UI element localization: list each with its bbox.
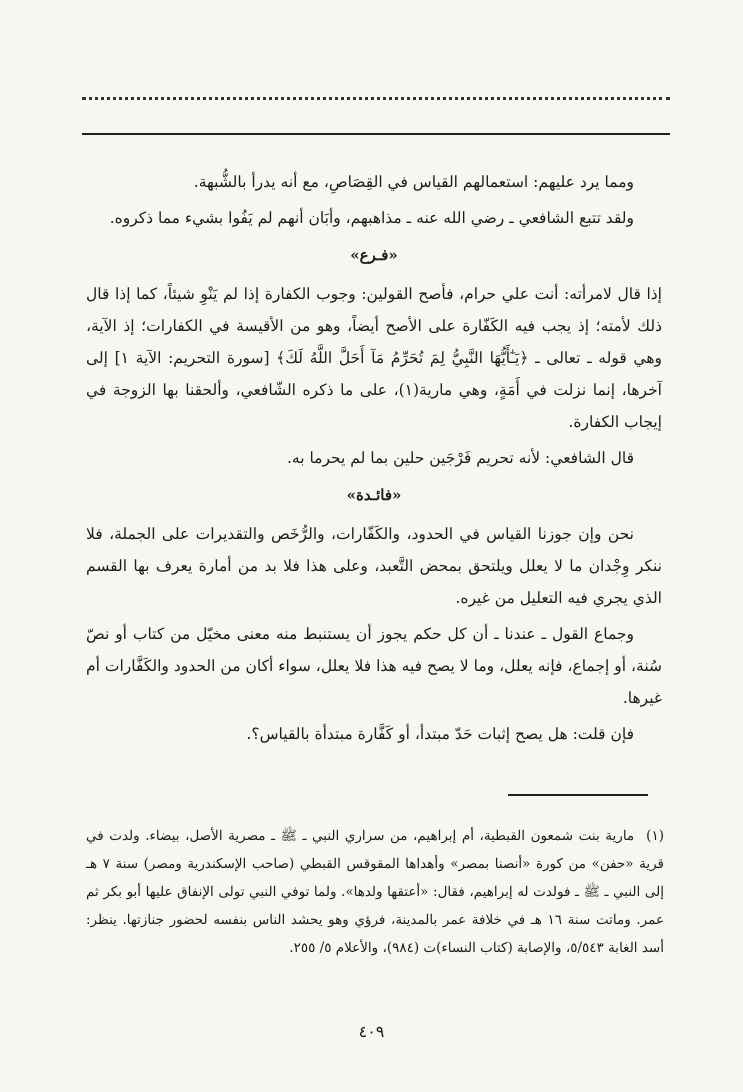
footnote-number: (١)	[646, 828, 664, 844]
main-text	[86, 166, 662, 754]
paragraph-question: فإن قلت: هل يصح إثبات حَدّ مبتدأ، أو كَفَّارة مبتدأة بالقياس؟.	[246, 725, 634, 743]
heading-far: «فـرع»	[350, 246, 398, 264]
page-number: ٤٠٩	[358, 1022, 385, 1041]
footnote	[86, 822, 664, 962]
footnote-text: مارية بنت شمعون القبطية، أم إبراهيم، من سراري النبي ـ ﷺ ـ مصرية الأصل، بيضاء. ولدت في قرية «حفن» من كورة «أنصنا بمصر» وأهداها المقوقس القبطي (صاحب الإسكندرية ومصر) سنة ٧ هـ إلى النبي ـ ﷺ ـ فولدت له إبراهيم، فقال: «أعتقها ولدها». ولما توفي النبي تولى الإنفاق عليها أبو بكر ثم عمر. وماتت سنة ١٦ هـ في خلافة عمر بالمدينة، فرؤي وهو يحشد الناس بنفسه لحضور جنازتها. ينظر: أسد الغابة ٥/٥٤٣، والإصابة (كتاب النساء)ت (٩٨٤)، والأعلام ٥/ ٢٥٥.	[86, 828, 664, 956]
paragraph-qiyas-hudud: نحن وإن جوزنا القياس في الحدود، والكَفّارات، والرُّخَص والتقديرات على الجملة، فلا ننكر وِجْدان ما لا يعلل ويلتحق بمحض التَّعبد، وعلى هذا فلا بد من أمارة يعرف بها القسم الذي يجري فيه التعليل من غيره.	[86, 525, 662, 607]
header-rule	[82, 133, 670, 135]
paragraph-shafii-quote: قال الشافعي: لأنه تحريم فَرْجَين حلين بما لم يحرما به.	[286, 449, 634, 467]
paragraph-kaffara: إذا قال لامرأته: أنت علي حرام، فأصح القولين: وجوب الكفارة إذا لم يَنْوِ شيئاً، كما إذا قال ذلك لأمته؛ إذ يجب فيه الكَفّارة على الأصح أيضاً، وهو من الأقيسة في الكفارات؛ إذ الآية، وهي قوله ـ تعالى ـ ﴿يَـٰٓأَيُّهَا النَّبِيُّ لِمَ تُحَرِّمُ مَآ أَحَلَّ اللَّهُ لَكَ﴾ [سورة التحريم: الآية ١] إلى آخرها، إنما نزلت في أَمَةٍ، وهي مارية(١)، على ما ذكره الشّافعي، وألحقنا بها الزوجة في إيجاب الكفارة.	[86, 285, 662, 431]
header-dotted-line	[82, 97, 670, 100]
paragraph-shafii-tracing: ولقد تتبع الشافعي ـ رضي الله عنه ـ مذاهبهم، وأبَان أنهم لم يَفُوا بشيء مما ذكروه.	[109, 209, 634, 227]
paragraph-jima-qawl: وجماع القول ـ عندنا ـ أن كل حكم يجوز أن يستنبط منه معنى مخيّل من كتاب أو نصّ سُنة، أو إجماع، فإنه يعلل، وما لا يصح فيه هذا فلا يعلل، سواء أكان من الحدود والكَفَّارات أم غيرها.	[86, 625, 662, 707]
paragraph-qisas: ومما يرد عليهم: استعمالهم القياس في القِصَاصِ، مع أنه يدرأ بالشُّبهة.	[193, 173, 634, 191]
footnote-rule	[508, 794, 648, 796]
heading-faida: «فائـدة»	[346, 486, 402, 504]
